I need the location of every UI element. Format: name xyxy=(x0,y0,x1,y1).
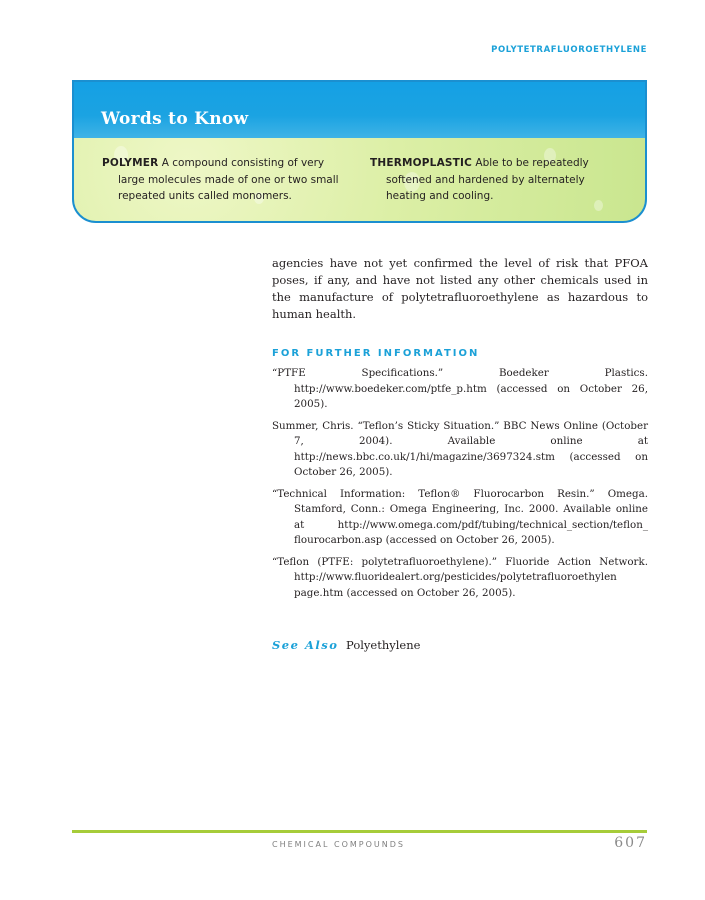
running-head: POLYTETRAFLUOROETHYLENE xyxy=(491,45,647,55)
see-also xyxy=(272,638,420,652)
reference-item: “PTFE Specifications.” Boedeker Plastics. http://www.boedeker.com/ptfe_p.htm (accessed on October 26, 2005). xyxy=(272,367,648,410)
reference-item: “Technical Information: Teflon® Fluorocarbon Resin.” Omega. Stamford, Conn.: Omega Engineering, Inc. 2000. Available online at http://www.omega.com/pdf/tubing/technical_section/teflon_ flourocarbon.asp (accessed on October 26, 2005). xyxy=(272,487,648,546)
glossary-definition: Able to be repeatedly softened and hardened by alternately heating and cooling. xyxy=(386,157,589,202)
see-also-label: See Also xyxy=(272,638,339,652)
footer-book-title: CHEMICAL COMPOUNDS xyxy=(272,840,405,849)
reference-list xyxy=(272,366,648,607)
glossary-term: POLYMER xyxy=(102,157,159,169)
body-paragraph: agencies have not yet confirmed the level of risk that PFOA poses, if any, and have not listed any other chemicals used in the manufacture of polytetrafluoroethylene as hazardous to human health. xyxy=(272,256,648,321)
see-also-link[interactable]: Polyethylene xyxy=(346,638,421,652)
further-information-heading: FOR FURTHER INFORMATION xyxy=(272,348,480,359)
glossary-definition: A compound consisting of very large molecules made of one or two small repeated units called monomers. xyxy=(118,157,339,202)
glossary-entry-thermoplastic xyxy=(370,155,610,205)
reference-item: Summer, Chris. “Teflon’s Sticky Situation.” BBC News Online (October 7, 2004). Available online at http://news.bbc.co.uk/1/hi/magazine/3697324.stm (accessed on October 26, 2005). xyxy=(272,419,648,478)
words-to-know-title: Words to Know xyxy=(101,109,249,129)
glossary-entry-polymer xyxy=(102,155,352,205)
words-to-know-box xyxy=(72,80,647,223)
glossary-term: THERMOPLASTIC xyxy=(370,157,473,169)
reference-item: “Teflon (PTFE: polytetrafluoroethylene).” Fluoride Action Network. http://www.fluoridealert.org/pesticides/polytetrafluoroethylen page.htm (accessed on October 26, 2005). xyxy=(272,555,648,599)
page-number: 607 xyxy=(614,835,647,851)
footer-rule xyxy=(72,830,647,833)
